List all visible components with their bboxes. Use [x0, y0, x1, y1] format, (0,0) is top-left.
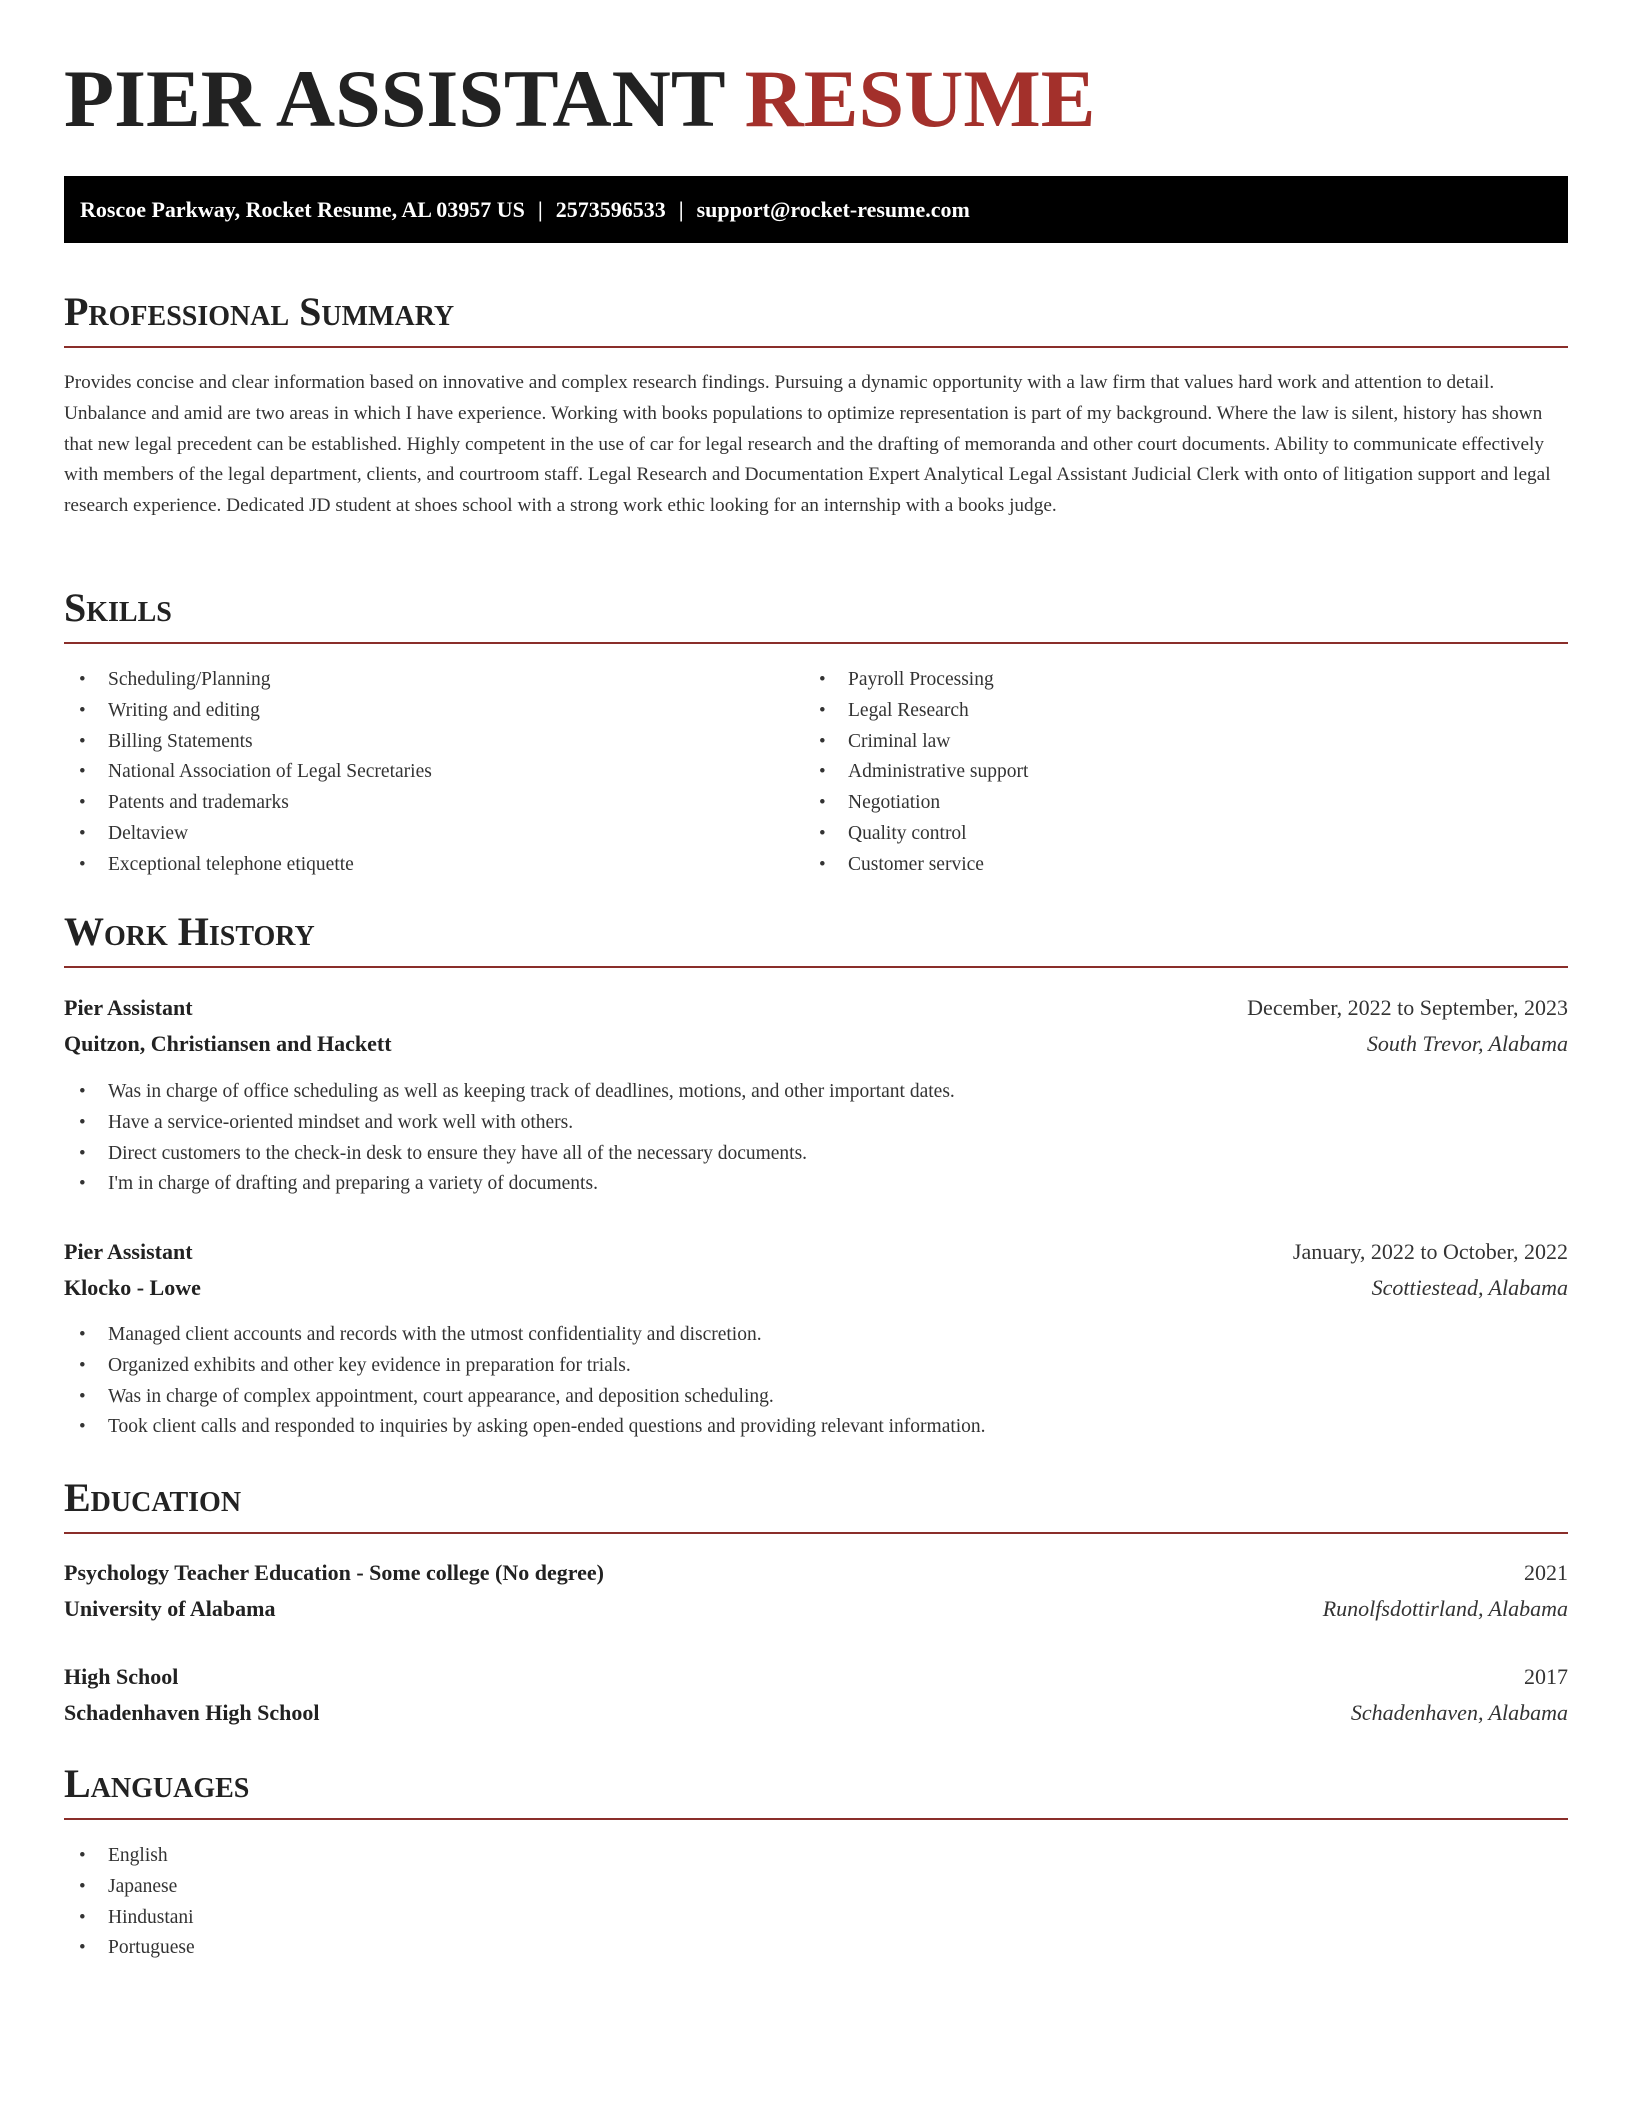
summary-text: Provides concise and clear information based on innovative and complex research findings. Pursuing a dynamic opportunity with a law firm that values hard work and attention to detail. Unbalance and amid are two areas in which I have experience. Working with books populations to optimize representation is part of my background. Where the law is silent, history has shown that new legal precedent can be established. Highly competent in the use of car for legal research and the drafting of memoranda and other court documents. Ability to communicate effectively with members of the legal department, clients, and courtroom staff. Legal Research and Documentation Expert Analytical Legal Assistant Judicial Clerk with onto of litigation support and legal research experience. Dedicated JD student at shoes school with a strong work ethic looking for an internship with a books judge.	[64, 372, 1551, 517]
job-duties-list	[64, 1320, 1568, 1443]
language-item: • English	[64, 1841, 764, 1872]
work-heading: Work History	[64, 912, 1568, 968]
job-duty: • Direct customers to the check-in desk to ensure they have all of the necessary documents.	[64, 1139, 1568, 1170]
job-dates: December, 2022 to September, 2023	[1247, 995, 1568, 1020]
language-item: • Hindustani	[64, 1903, 764, 1934]
job-company-row	[64, 1270, 1568, 1306]
education-degree: High School	[64, 1664, 179, 1689]
title-accent: RESUME	[744, 53, 1096, 144]
job-title: Pier Assistant	[64, 995, 193, 1020]
skills-list-right	[804, 665, 1504, 881]
education-year: 2021	[1524, 1560, 1568, 1585]
skill-item: • Customer service	[804, 850, 1504, 881]
skill-item: • National Association of Legal Secretaries	[64, 757, 764, 788]
job-title-row	[64, 990, 1568, 1026]
education-degree-row	[64, 1555, 1568, 1591]
skill-item: • Administrative support	[804, 757, 1504, 788]
job-duty: • Have a service-oriented mindset and work well with others.	[64, 1108, 1568, 1139]
skill-item: • Billing Statements	[64, 727, 764, 758]
education-year: 2017	[1524, 1664, 1568, 1689]
language-item: • Japanese	[64, 1872, 764, 1903]
resume-title	[64, 53, 1096, 144]
job-duties-list	[64, 1077, 1568, 1200]
job-duty: • Organized exhibits and other key evidence in preparation for trials.	[64, 1351, 1568, 1382]
job-duty: • Managed client accounts and records with the utmost confidentiality and discretion.	[64, 1320, 1568, 1351]
contact-separator: |	[678, 197, 684, 222]
languages-heading: Languages	[64, 1764, 1568, 1820]
skill-item: • Legal Research	[804, 696, 1504, 727]
job-duty: • Was in charge of complex appointment, court appearance, and deposition scheduling.	[64, 1382, 1568, 1413]
contact-bar	[64, 176, 1568, 243]
education-school-row	[64, 1695, 1568, 1731]
education-school: University of Alabama	[64, 1596, 276, 1621]
title-main: PIER ASSISTANT	[64, 53, 725, 144]
skill-item: • Patents and trademarks	[64, 788, 764, 819]
skills-heading: Skills	[64, 588, 1568, 644]
job-title-row	[64, 1234, 1568, 1270]
contact-address: Roscoe Parkway, Rocket Resume, AL 03957 US	[80, 197, 525, 222]
skill-item: • Exceptional telephone etiquette	[64, 850, 764, 881]
skill-item: • Deltaview	[64, 819, 764, 850]
job-title: Pier Assistant	[64, 1239, 193, 1264]
education-location: Schadenhaven, Alabama	[1350, 1700, 1568, 1725]
skills-list-left	[64, 665, 764, 881]
job-location: South Trevor, Alabama	[1366, 1031, 1568, 1056]
languages-list	[64, 1841, 764, 1964]
education-school-row	[64, 1591, 1568, 1627]
contact-separator: |	[537, 197, 543, 222]
language-item: • Portuguese	[64, 1933, 764, 1964]
skill-item: • Quality control	[804, 819, 1504, 850]
education-degree: Psychology Teacher Education - Some college (No degree)	[64, 1560, 604, 1585]
job-duty: • Took client calls and responded to inquiries by asking open-ended questions and providing relevant information.	[64, 1412, 1568, 1443]
skill-item: • Criminal law	[804, 727, 1504, 758]
job-company-row	[64, 1026, 1568, 1062]
skill-item: • Payroll Processing	[804, 665, 1504, 696]
job-dates: January, 2022 to October, 2022	[1292, 1239, 1568, 1264]
job-duty: • I'm in charge of drafting and preparing a variety of documents.	[64, 1169, 1568, 1200]
contact-phone: 2573596533	[555, 197, 666, 222]
education-degree-row	[64, 1659, 1568, 1695]
skill-item: • Writing and editing	[64, 696, 764, 727]
skill-item: • Scheduling/Planning	[64, 665, 764, 696]
education-location: Runolfsdottirland, Alabama	[1322, 1596, 1568, 1621]
skill-item: • Negotiation	[804, 788, 1504, 819]
job-company: Quitzon, Christiansen and Hackett	[64, 1031, 392, 1056]
job-duty: • Was in charge of office scheduling as well as keeping track of deadlines, motions, and other important dates.	[64, 1077, 1568, 1108]
contact-email: support@rocket-resume.com	[696, 197, 970, 222]
education-heading: Education	[64, 1478, 1568, 1534]
job-company: Klocko - Lowe	[64, 1275, 201, 1300]
summary-heading: Professional Summary	[64, 292, 1568, 348]
education-school: Schadenhaven High School	[64, 1700, 320, 1725]
job-location: Scottiestead, Alabama	[1371, 1275, 1568, 1300]
